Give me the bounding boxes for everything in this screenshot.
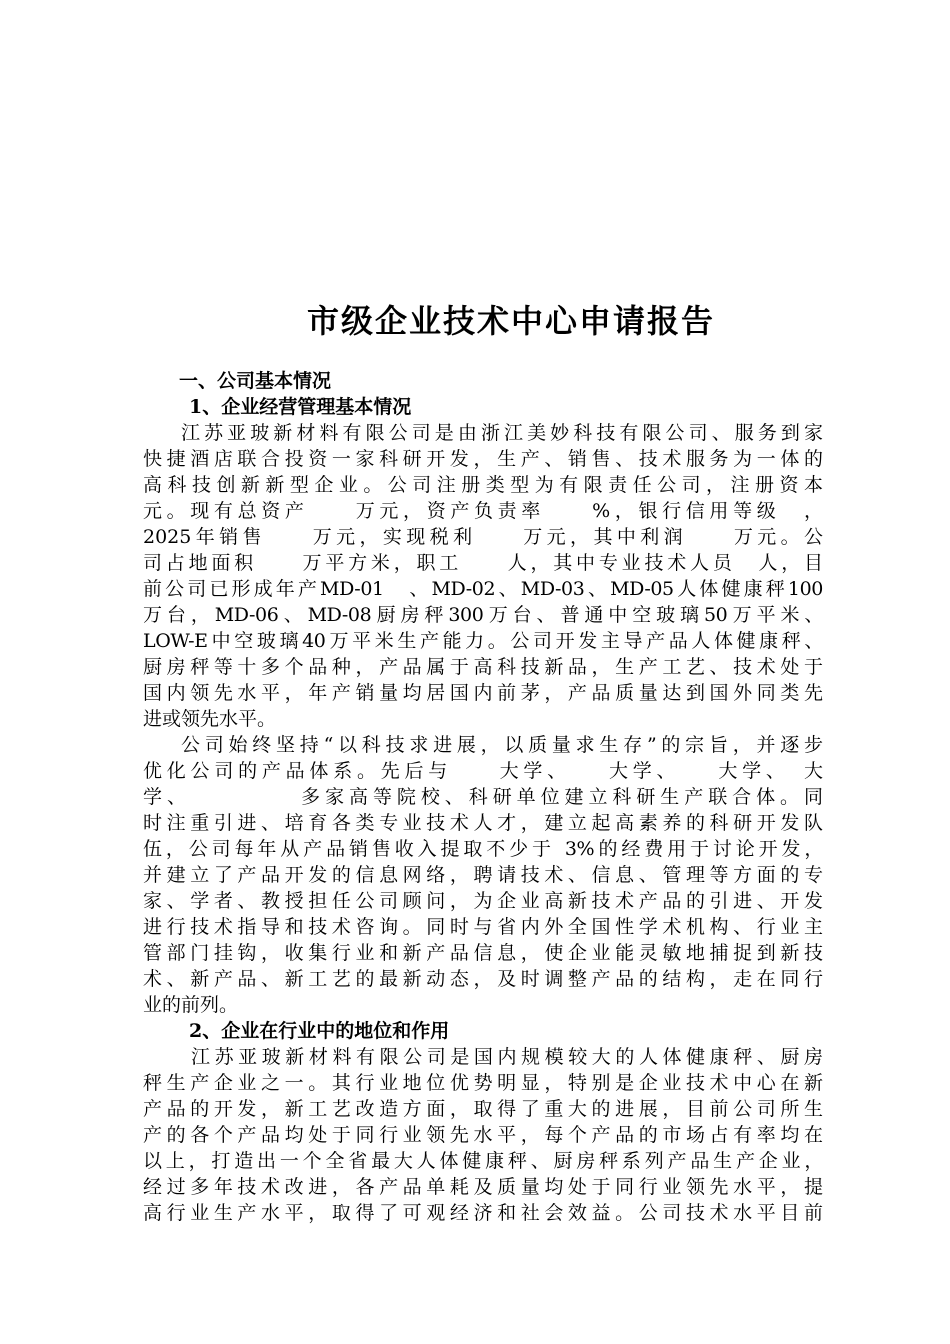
paragraph-company-overview bbox=[143, 420, 823, 732]
paragraph-research-cooperation bbox=[143, 732, 823, 1018]
paragraph-line: 公司始终坚持“以科技求进展，以质量求生存”的宗旨，并逐步 bbox=[181, 734, 823, 756]
paragraph-line: 并建立了产品开发的信息网络，聘请技术、信息、管理等方面的专 bbox=[143, 864, 823, 886]
paragraph-line: 进或领先水平。 bbox=[143, 708, 277, 730]
paragraph-line: 术、新产品、新工艺的最新动态，及时调整产品的结构，走在同行 bbox=[143, 968, 823, 990]
paragraph-line: 前公司已形成年产MD-01 、MD-02、MD-03、MD-05人体健康秤100 bbox=[143, 578, 823, 600]
section-heading-company-basics: 一、公司基本情况 bbox=[179, 370, 332, 392]
paragraph-line: LOW-E中空玻璃40万平米生产能力。公司开发主导产品人体健康秤、 bbox=[143, 630, 823, 652]
paragraph-line: 秤生产企业之一。其行业地位优势明显，特别是企业技术中心在新 bbox=[143, 1072, 823, 1094]
paragraph-line: 厨房秤等十多个品种，产品属于高科技新品，生产工艺、技术处于 bbox=[143, 656, 823, 678]
paragraph-line: 江苏亚玻新材料有限公司是由浙江美妙科技有限公司、服务到家 bbox=[181, 422, 823, 444]
paragraph-line: 产品的开发，新工艺改造方面，取得了重大的进展，目前公司所生 bbox=[143, 1098, 823, 1120]
paragraph-line: 司占地面积 万平方米，职工 人，其中专业技术人员 人，目 bbox=[143, 552, 823, 574]
document-body bbox=[143, 368, 823, 1226]
paragraph-line: 产的各个产品均处于同行业领先水平，每个产品的市场占有率均在 bbox=[143, 1124, 823, 1146]
paragraph-line: 元。现有总资产 万元，资产负责率 %，银行信用等级 ， bbox=[143, 500, 823, 522]
paragraph-line: 万台，MD-06、MD-08厨房秤300万台、普通中空玻璃50万平米、 bbox=[143, 604, 823, 626]
paragraph-line: 经过多年技术改进，各产品单耗及质量均处于同行业领先水平，提 bbox=[143, 1176, 823, 1198]
subsection-heading-industry-position: 2、企业在行业中的地位和作用 bbox=[189, 1020, 450, 1042]
paragraph-line: 时注重引进、培育各类专业技术人才，建立起高素养的科研开发队 bbox=[143, 812, 823, 834]
paragraph-line: 优化公司的产品体系。先后与 大学、 大学、 大学、 大 bbox=[143, 760, 823, 782]
subsection-heading-management: 1、企业经营管理基本情况 bbox=[189, 396, 412, 418]
paragraph-line: 进行技术指导和技术咨询。同时与省内外全国性学术机构、行业主 bbox=[143, 916, 823, 938]
paragraph-line: 江苏亚玻新材料有限公司是国内规模较大的人体健康秤、厨房 bbox=[191, 1046, 823, 1068]
paragraph-line: 高行业生产水平，取得了可观经济和社会效益。公司技术水平目前 bbox=[143, 1202, 823, 1224]
paragraph-line: 2025年销售 万元，实现税利 万元，其中利润 万元。公 bbox=[143, 526, 823, 548]
paragraph-line: 伍，公司每年从产品销售收入提取不少于 3%的经费用于讨论开发， bbox=[143, 838, 823, 860]
paragraph-line: 国内领先水平，年产销量均居国内前茅，产品质量达到国外同类先 bbox=[143, 682, 823, 704]
paragraph-line: 以上，打造出一个全省最大人体健康秤、厨房秤系列产品生产企业， bbox=[143, 1150, 823, 1172]
paragraph-line: 管部门挂钩，收集行业和新产品信息，使企业能灵敏地捕捉到新技 bbox=[143, 942, 823, 964]
paragraph-line: 家、学者、教授担任公司顾问，为企业高新技术产品的引进、开发 bbox=[143, 890, 823, 912]
paragraph-industry-position bbox=[143, 1044, 823, 1226]
paragraph-line: 业的前列。 bbox=[143, 994, 239, 1016]
paragraph-line: 高科技创新新型企业。公司注册类型为有限责任公司，注册资本 bbox=[143, 474, 823, 496]
paragraph-line: 快捷酒店联合投资一家科研开发，生产、销售、技术服务为一体的 bbox=[143, 448, 823, 470]
paragraph-line: 学、 多家高等院校、科研单位建立科研生产联合体。同 bbox=[143, 786, 823, 808]
document-title: 市级企业技术中心申请报告 bbox=[306, 302, 715, 340]
